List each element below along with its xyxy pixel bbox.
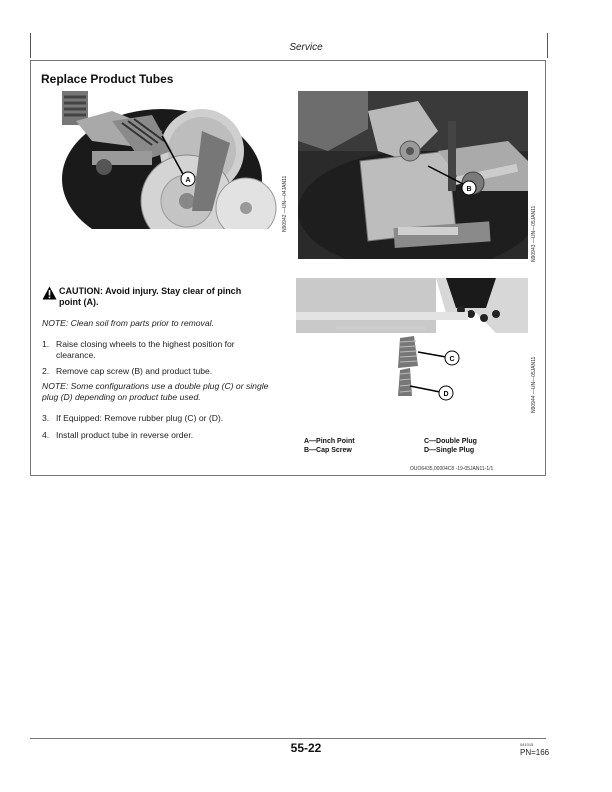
step-number: 4. [42,430,50,440]
callout-a: A [185,177,191,184]
warning-icon [42,286,57,300]
step-text: Raise closing wheels to the highest position for clearance. [56,339,235,360]
footer-small-code: 041015 [520,742,534,747]
step-2 [42,366,272,377]
section-title: Replace Product Tubes [41,72,174,86]
step-number: 3. [42,413,50,423]
note-plug-config: NOTE: Some configurations use a double plug (C) or single plug (D) depending on product tube used. [42,381,269,402]
legend-a: A—Pinch Point [304,438,355,445]
step-text: Remove cap screw (B) and product tube. [56,366,213,376]
figure-rubber-plugs [296,278,528,410]
legend-left [304,437,355,455]
double-plug-shape [398,336,418,368]
figure-2-code: N90943 —UN—05JAN11 [531,205,537,262]
step-number: 1. [42,339,50,349]
figure-3-code: N90944 —UN—05JAN11 [531,356,537,413]
caution-block [42,286,262,308]
figure-1-code: N90942 —UN—04JAN11 [282,175,288,232]
note-clean-soil: NOTE: Clean soil from parts prior to removal. [42,318,214,328]
legend-d: D—Single Plug [424,447,475,454]
footer-rule [30,738,546,739]
figure-cap-screw [298,91,528,259]
legend-b: B—Cap Screw [304,447,352,454]
single-plug-shape [398,368,412,396]
callout-c: C [449,356,455,363]
legend-right [424,437,477,455]
caution-text: CAUTION: Avoid injury. Stay clear of pinch point (A). [59,286,242,307]
step-3 [42,413,272,424]
figure-closing-wheel [52,91,278,229]
page-number: 55-22 [290,741,322,755]
step-1 [42,339,272,361]
callout-b: B [466,186,472,193]
reference-code: OUO6435,00004C8 -19-05JAN11-1/1 [410,466,494,472]
header-title: Service [289,42,323,53]
footer-pn: PN=166 [520,748,550,757]
step-number: 2. [42,366,50,376]
callout-d: D [443,391,449,398]
legend-c: C—Double Plug [424,438,477,445]
step-4 [42,430,272,441]
step-text: If Equipped: Remove rubber plug (C) or (D). [56,413,224,423]
step-text: Install product tube in reverse order. [56,430,194,440]
